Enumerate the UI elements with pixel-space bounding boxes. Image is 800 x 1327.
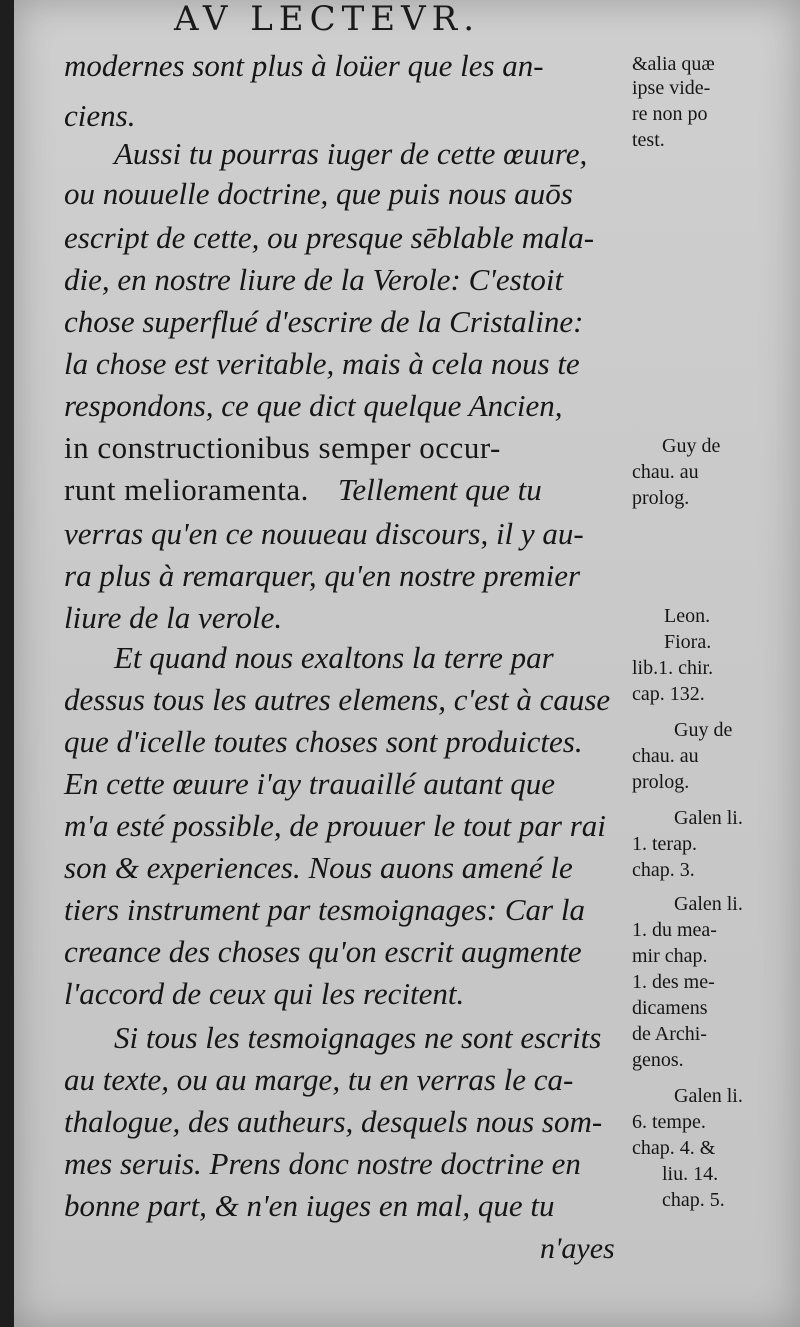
text-line: m'a esté possible, de prouuer le tout par rai [64,808,606,843]
text-line: creance des choses qu'on escrit augmente [64,934,582,969]
margin-note: de Archi- [632,1023,707,1045]
margin-note: Fiora. [664,631,712,653]
text-line: verras qu'en ce nouueau discours, il y au- [64,516,584,551]
margin-note: 1. du mea- [632,919,717,941]
book-page [14,0,800,1327]
margin-note: re non po [632,103,708,125]
margin-note: test. [632,129,665,151]
margin-note: 1. terap. [632,833,697,855]
margin-note: dicamens [632,997,708,1019]
text-line: die, en nostre liure de la Verole: C'estoit [64,262,564,297]
text-line: liure de la verole. [64,600,283,635]
margin-note: ipse vide- [632,77,711,99]
text-line: au texte, ou au marge, tu en verras le ca- [64,1062,574,1097]
margin-note: lib.1. chir. [632,657,714,679]
text-line: ou nouuelle doctrine, que puis nous auōs [64,176,573,211]
margin-note: 1. des me- [632,971,715,993]
margin-note: Galen li. [674,893,743,915]
text-line: chose superflué d'escrire de la Cristaline: [64,304,584,339]
text-line-latin: runt melioramenta. [64,472,309,507]
margin-note: chap. 5. [662,1189,725,1211]
margin-note: 6. tempe. [632,1111,706,1133]
margin-note: mir chap. [632,945,708,967]
text-line-latin: in constructionibus semper occur- [64,430,501,465]
text-line: Si tous les tesmoignages ne sont escrits [114,1020,602,1055]
margin-note: chau. au [632,745,699,767]
margin-note: Leon. [664,605,711,627]
text-line: En cette œuure i'ay trauaillé autant que [64,766,556,801]
margin-note: chau. au [632,461,699,483]
margin-note: chap. 3. [632,859,695,881]
margin-note: Galen li. [674,807,743,829]
margin-note: Guy de [674,719,733,741]
running-head: AV LECTEVR. [174,0,481,39]
text-line: que d'icelle toutes choses sont produictes. [64,724,583,759]
text-line: son & experiences. Nous auons amené le [64,850,573,885]
margin-note: prolog. [632,771,690,793]
margin-note: liu. 14. [662,1163,719,1185]
text-line: Tellement que tu [338,472,542,507]
text-line: la chose est veritable, mais à cela nous te [64,346,580,381]
text-line: thalogue, des autheurs, desquels nous som- [64,1104,603,1139]
text-line: Aussi tu pourras iuger de cette œuure, [114,136,588,171]
text-line: ra plus à remarquer, qu'en nostre premier [64,558,581,593]
text-line: dessus tous les autres elemens, c'est à cause [64,682,611,717]
margin-note: chap. 4. & [632,1137,716,1159]
text-line: tiers instrument par tesmoignages: Car la [64,892,585,927]
margin-note: &alia quæ [632,53,715,75]
text-line: ciens. [64,98,136,133]
text-line: l'accord de ceux qui les recitent. [64,976,465,1011]
margin-note: genos. [632,1049,684,1071]
text-line: mes seruis. Prens donc nostre doctrine en [64,1146,581,1181]
margin-note: prolog. [632,487,690,509]
text-line: Et quand nous exaltons la terre par [114,640,554,675]
catchword: n'ayes [540,1232,615,1265]
text-line: modernes sont plus à loüer que les an- [64,48,544,83]
margin-note: Galen li. [674,1085,743,1107]
margin-note: cap. 132. [632,683,705,705]
text-line: escript de cette, ou presque sēblable mala- [64,220,595,255]
margin-note: Guy de [662,435,721,457]
text-line: respondons, ce que dict quelque Ancien, [64,388,563,423]
text-line: bonne part, & n'en iuges en mal, que tu [64,1188,555,1223]
